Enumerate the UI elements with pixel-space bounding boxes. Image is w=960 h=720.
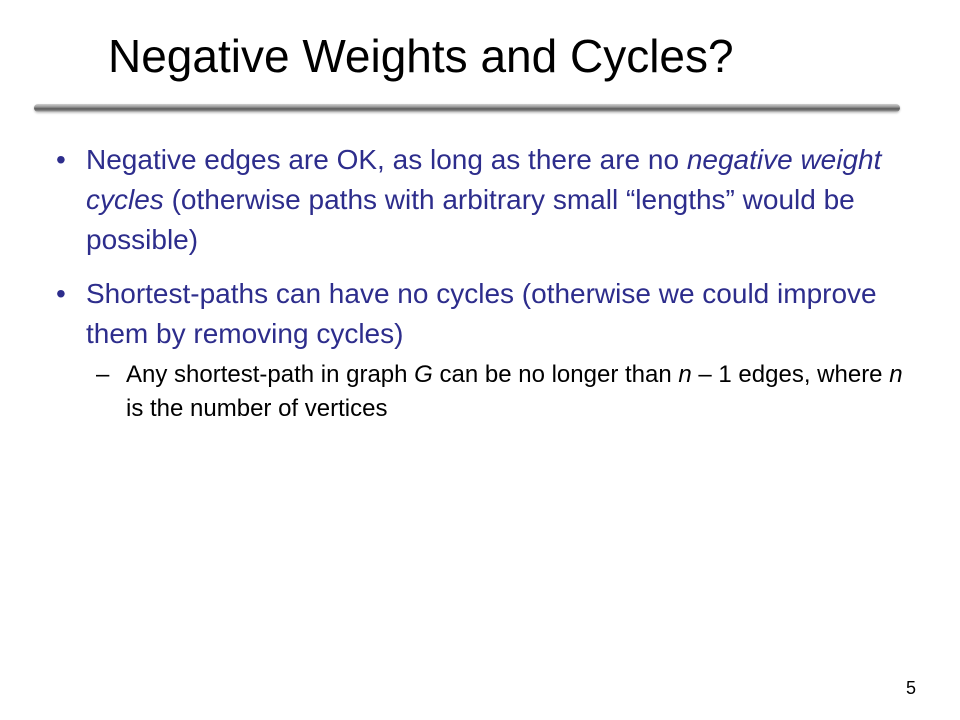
sub-bullet-item: [86, 358, 906, 426]
sub-bullet-emphasis: n: [678, 361, 692, 388]
page-number: 5: [905, 678, 916, 698]
sub-bullet-text-part: can be no longer than: [432, 361, 679, 388]
bullet-text: Shortest-paths can have no cycles (otherwise we could improve them by removing cycles): [86, 278, 877, 349]
sub-bullet-list: [86, 358, 906, 426]
bullet-glyph: •: [56, 278, 66, 309]
bullet-item-shortest-paths: [56, 274, 906, 426]
sub-bullet-text: [126, 361, 903, 422]
title-divider: [34, 104, 900, 112]
sub-bullet-text-part: is the number of vertices: [126, 395, 388, 422]
bullet-list: [56, 140, 906, 440]
bullet-glyph: •: [56, 144, 66, 175]
sub-bullet-emphasis: n: [889, 361, 903, 388]
sub-bullet-dash: –: [96, 361, 110, 388]
sub-bullet-text-part: – 1 edges, where: [691, 361, 890, 388]
bullet-text-emphasis: negative weight cycles: [86, 144, 882, 215]
bullet-text-part: (otherwise paths with arbitrary small “lengths” would be possible): [86, 184, 855, 255]
slide-title: Negative Weights and Cycles?: [108, 30, 734, 82]
bullet-text-part: Negative edges are OK, as long as there are no: [86, 144, 687, 175]
bullet-text: [86, 144, 881, 255]
sub-bullet-emphasis: G: [414, 361, 433, 388]
sub-bullet-text-part: Any shortest-path in graph: [126, 361, 415, 388]
bullet-item-negative-edges: [56, 140, 906, 260]
